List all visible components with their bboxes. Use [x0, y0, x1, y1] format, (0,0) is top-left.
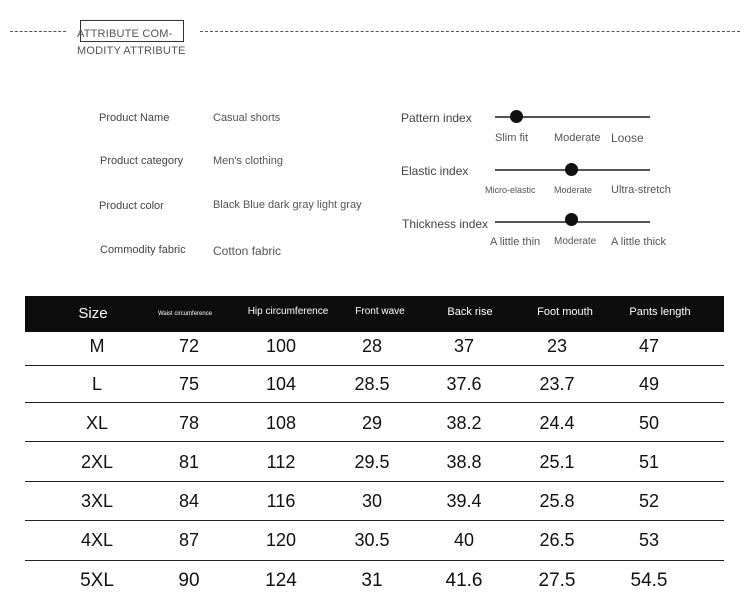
header-size: Size: [78, 305, 108, 322]
cell-back-rise: 40: [453, 530, 475, 550]
badge-line-1: ATTRIBUTE COM-: [77, 28, 173, 40]
index-marker-elastic: [565, 163, 578, 176]
index-title-elastic: Elastic index: [401, 164, 469, 178]
cell-back-rise: 41.6: [445, 570, 483, 591]
cell-pants-length: 50: [638, 413, 660, 433]
header-foot-mouth: Foot mouth: [537, 306, 593, 318]
header-dashed-line-right: [200, 31, 740, 32]
header-back-rise: Back rise: [447, 306, 493, 318]
cell-front-wave: 28.5: [354, 374, 390, 394]
index-option-elastic-2: Moderate: [554, 185, 593, 195]
table-row: [25, 521, 724, 560]
cell-size: 2XL: [80, 452, 114, 472]
table-row: [25, 443, 724, 482]
cell-front-wave: 29: [361, 413, 383, 433]
cell-hip: 108: [265, 413, 297, 433]
header-waist-circumference: Waist circumference: [157, 311, 213, 317]
cell-waist: 90: [178, 570, 200, 591]
cell-waist: 84: [178, 491, 200, 511]
cell-waist: 72: [178, 336, 200, 356]
badge-line-2: MODITY ATTRIBUTE: [77, 45, 186, 57]
cell-foot-mouth: 27.5: [538, 570, 576, 591]
attr-label-product-category: Product category: [100, 155, 184, 167]
table-row: [25, 482, 724, 521]
index-title-pattern: Pattern index: [401, 111, 472, 125]
attr-label-commodity-fabric: Commodity fabric: [100, 244, 186, 256]
cell-back-rise: 37.6: [446, 374, 482, 394]
table-row: [25, 365, 724, 404]
row-divider: [25, 402, 724, 403]
cell-hip: 120: [265, 530, 297, 550]
cell-size: 4XL: [80, 530, 114, 550]
cell-foot-mouth: 23: [546, 336, 568, 356]
attr-label-product-color: Product color: [99, 200, 164, 212]
header-pants-length: Pants length: [629, 306, 691, 318]
cell-waist: 78: [178, 413, 200, 433]
cell-size: XL: [85, 413, 109, 433]
header-front-wave: Front wave: [355, 306, 405, 317]
cell-back-rise: 37: [453, 336, 475, 356]
attr-label-product-name: Product Name: [99, 112, 170, 124]
cell-waist: 81: [178, 452, 200, 472]
cell-foot-mouth: 23.7: [539, 374, 575, 394]
cell-hip: 104: [265, 374, 297, 394]
cell-waist: 87: [178, 530, 200, 550]
cell-back-rise: 38.8: [446, 452, 482, 472]
index-option-thickness-3: A little thick: [611, 236, 667, 248]
attribute-badge-text: [77, 26, 189, 60]
cell-pants-length: 52: [638, 491, 660, 511]
table-row: [25, 404, 724, 443]
index-title-thickness: Thickness index: [402, 217, 489, 231]
attr-value-product-color: Black Blue dark gray light gray: [213, 199, 362, 211]
cell-pants-length: 53: [638, 530, 660, 550]
cell-pants-length: 54.5: [630, 570, 668, 591]
cell-hip: 112: [266, 452, 296, 472]
row-divider: [25, 441, 724, 442]
cell-front-wave: 30: [361, 491, 383, 511]
cell-hip: 124: [265, 570, 297, 591]
cell-front-wave: 31: [361, 570, 383, 591]
header-dashed-line-left: [10, 31, 66, 32]
cell-back-rise: 39.4: [446, 491, 482, 511]
index-option-pattern-1: Slim fit: [495, 132, 528, 144]
cell-pants-length: 49: [638, 374, 660, 394]
table-row: [25, 327, 724, 366]
index-option-pattern-2: Moderate: [554, 132, 601, 144]
cell-hip: 116: [266, 491, 296, 511]
attr-value-commodity-fabric: Cotton fabric: [213, 244, 282, 258]
index-marker-pattern: [510, 110, 523, 123]
header-hip-circumference: Hip circumference: [247, 306, 329, 317]
index-option-thickness-1: A little thin: [490, 236, 541, 248]
cell-foot-mouth: 24.4: [539, 413, 575, 433]
cell-front-wave: 28: [361, 336, 383, 356]
table-row: [25, 561, 724, 600]
attr-value-product-category: Men's clothing: [213, 155, 283, 167]
index-option-elastic-1: Micro-elastic: [485, 185, 536, 195]
cell-waist: 75: [178, 374, 200, 394]
cell-hip: 100: [265, 336, 297, 356]
attr-value-product-name: Casual shorts: [213, 112, 281, 124]
cell-foot-mouth: 25.8: [539, 491, 575, 511]
cell-back-rise: 38.2: [446, 413, 482, 433]
cell-size: 3XL: [80, 491, 114, 511]
cell-foot-mouth: 26.5: [539, 530, 575, 550]
index-option-elastic-3: Ultra-stretch: [611, 184, 671, 196]
cell-pants-length: 51: [638, 452, 660, 472]
cell-size: M: [89, 336, 105, 356]
cell-foot-mouth: 25.1: [539, 452, 575, 472]
index-option-thickness-2: Moderate: [554, 236, 597, 247]
cell-front-wave: 30.5: [354, 530, 390, 550]
cell-size: 5XL: [80, 570, 114, 591]
index-marker-thickness: [565, 213, 578, 226]
cell-front-wave: 29.5: [354, 452, 390, 472]
index-option-pattern-3: Loose: [611, 131, 644, 145]
cell-pants-length: 47: [638, 336, 660, 356]
cell-size: L: [91, 374, 102, 394]
